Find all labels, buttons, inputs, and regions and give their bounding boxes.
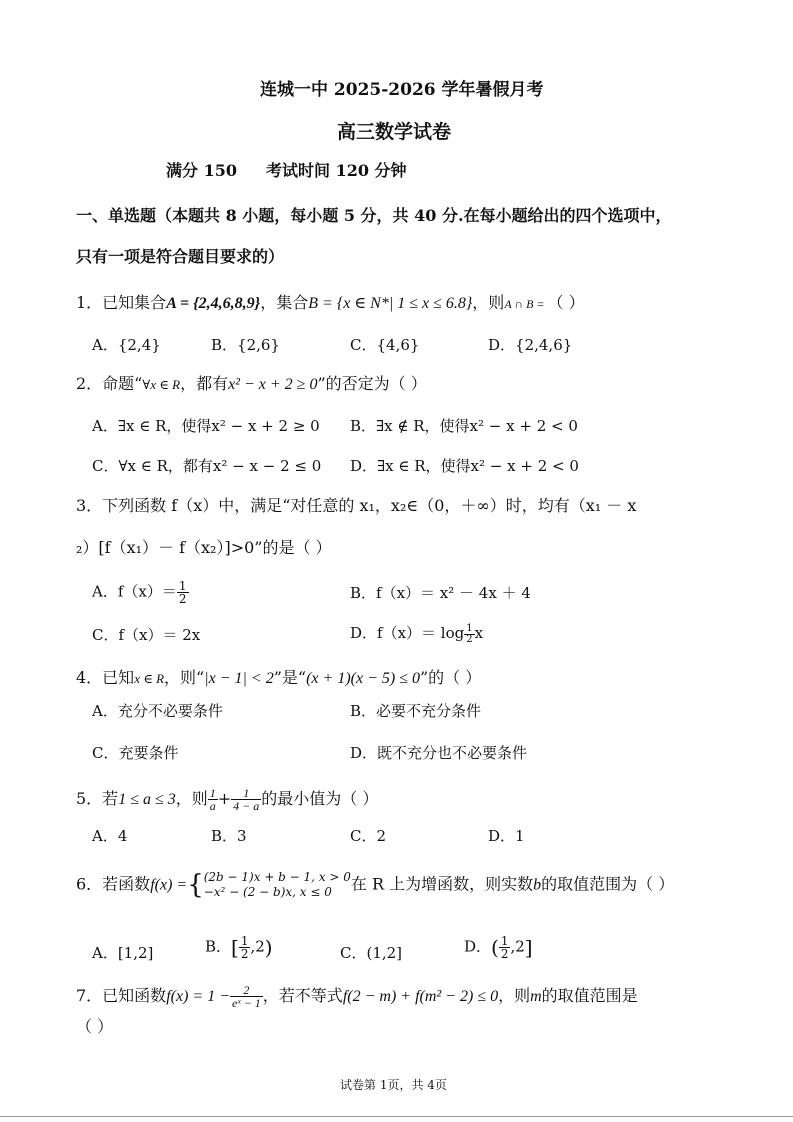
q1-option-b[interactable]: B．{2,6}	[211, 336, 280, 354]
q1-post: ，则	[472, 293, 505, 312]
q1-option-a[interactable]: A．{2,4}	[92, 336, 161, 354]
q6-option-b-post: ,2	[250, 937, 265, 956]
full-score: 满分 150	[166, 161, 237, 180]
question-1	[76, 290, 585, 313]
q3-option-b[interactable]: B．f（x）＝ x² － 4x ＋ 4	[350, 584, 531, 602]
question-5	[76, 786, 378, 812]
section-title-line1: 一、单选题（本题共 8 小题，每小题 5 分，共 40 分.在每小题给出的四个选项中，	[76, 206, 672, 225]
q6-option-d-bracket-right: ]	[524, 935, 533, 960]
frac-denominator: 2	[178, 592, 187, 606]
q6-var: b	[533, 876, 542, 894]
q6-fx: f(x) =	[150, 876, 188, 894]
q1-expr: A ∩ B =	[504, 297, 548, 311]
q7-mid: ，若不等式	[262, 986, 343, 1005]
q7-post: ，则	[498, 986, 531, 1005]
exam-school-title: 连城一中 2025-2026 学年暑假月考	[260, 80, 544, 100]
q5-option-b[interactable]: B．3	[211, 827, 247, 845]
q2-pre: 2．命题“	[76, 374, 143, 393]
frac-numerator: 1	[466, 622, 473, 634]
q6-option-b-bracket-right: )	[264, 935, 273, 960]
frac-numerator: 1	[231, 787, 261, 800]
question-3-line1: 3．下列函数 f（x）中，满足“对任意的 x₁，x₂∈（0，＋∞）时，均有（x₁ － x	[76, 496, 637, 515]
q5-plus: +	[217, 789, 232, 808]
exam-subject-title: 高三数学试卷	[337, 121, 452, 143]
question-7	[76, 983, 638, 1009]
q6-post2: 的取值范围为（ ）	[541, 874, 675, 894]
q6-brace: {	[187, 870, 204, 900]
q6-option-a[interactable]: A．[1,2]	[92, 944, 154, 962]
q1-set-a: A = {2,4,6,8,9}	[166, 295, 261, 312]
q6-piece-1: (2b − 1)x + b − 1, x > 0	[203, 870, 351, 884]
bottom-rule	[0, 1116, 793, 1117]
q5-post: 的最小值为（ ）	[261, 789, 379, 808]
q2-expr: x² − x + 2 ≥ 0	[228, 376, 318, 393]
q5-option-d[interactable]: D．1	[488, 827, 525, 845]
exam-time: 考试时间 120 分钟	[266, 161, 407, 180]
frac-numerator: 1	[240, 934, 249, 948]
q4-mid1: ，则“	[164, 668, 205, 687]
q7-var: m	[530, 988, 542, 1005]
q3-option-a-label: A．f（x）＝	[92, 582, 177, 601]
q3-option-d-base	[464, 624, 474, 645]
q5-cond: 1 ≤ a ≤ 3	[118, 791, 176, 808]
q4-option-c[interactable]: C．充要条件	[92, 744, 179, 762]
q6-option-c[interactable]: C．(1,2]	[340, 944, 403, 962]
frac-numerator: 2	[230, 984, 263, 997]
q6-option-b-fraction	[239, 935, 251, 960]
q3-option-d[interactable]	[350, 622, 483, 645]
q6-piece-2: −x² − (2 − b)x, x ≤ 0	[203, 885, 332, 899]
q1-paren: （ ）	[547, 293, 585, 312]
q5-pre: 5．若	[76, 789, 119, 808]
question-6	[76, 870, 674, 900]
frac-denominator: 2	[466, 633, 473, 645]
frac-numerator: 1	[178, 579, 187, 593]
q7-inequality: f(2 − m) + f(m² − 2) ≤ 0	[342, 988, 499, 1005]
q4-post: ”的（ ）	[419, 668, 482, 687]
q4-option-a[interactable]: A．充分不必要条件	[92, 702, 223, 720]
q5-mid: ，则	[175, 789, 208, 808]
q6-option-b-label: B．	[205, 937, 232, 956]
q4-pre: 4．已知	[76, 668, 135, 687]
frac-numerator: 1	[209, 786, 216, 800]
q4-option-b[interactable]: B．必要不充分条件	[350, 702, 482, 720]
q7-post2: 的取值范围是	[541, 986, 638, 1005]
frac-numerator: 1	[500, 934, 509, 948]
q7-answer-paren: （ ）	[76, 1017, 114, 1036]
question-3-line2: ₂）[f（x₁）－ f（x₂）]>0”的是（ ）	[76, 538, 332, 557]
q2-mid: ，都有	[180, 374, 229, 393]
q4-expr1: |x − 1| < 2	[204, 670, 274, 687]
q7-pre: 7．已知函数	[76, 986, 167, 1005]
question-4	[76, 665, 481, 688]
q6-option-d-fraction	[499, 935, 511, 960]
q6-option-b-bracket-left: [	[231, 935, 239, 960]
q2-option-c[interactable]: C．∀x ∈ R，都有x² − x − 2 ≤ 0	[92, 457, 322, 475]
q6-option-d[interactable]	[464, 935, 533, 960]
q7-fx: f(x) = 1 −	[166, 988, 230, 1005]
q6-option-d-post: ,2	[510, 937, 525, 956]
q2-option-d[interactable]: D．∃x ∈ R，使得x² − x + 2 < 0	[350, 457, 579, 475]
q6-piecewise	[204, 870, 351, 900]
q2-post: ”的否定为（ ）	[317, 374, 427, 393]
q3-option-a[interactable]	[92, 580, 189, 605]
q3-option-c[interactable]: C．f（x）＝ 2x	[92, 626, 201, 644]
frac-denominator: 2	[500, 947, 509, 961]
q2-option-b[interactable]: B．∃x ∉ R，使得x² − x + 2 < 0	[350, 417, 578, 435]
q6-option-b[interactable]	[205, 935, 273, 960]
frac-denominator: 4 − a	[233, 799, 260, 813]
q7-fraction	[230, 984, 263, 1009]
q6-post: 在 R 上为增函数，则实数	[350, 874, 534, 894]
q1-set-b: B = {x ∈ N*| 1 ≤ x ≤ 6.8}	[308, 295, 473, 312]
q6-option-d-label: D．	[464, 937, 492, 956]
frac-denominator: eˣ − 1	[231, 996, 261, 1010]
page-footer: 试卷第 1页，共 4页	[340, 1078, 447, 1092]
question-2	[76, 371, 427, 394]
section-title-line2: 只有一项是符合题目要求的）	[76, 247, 285, 266]
q3-option-d-label: D．f（x）＝ log	[350, 624, 465, 642]
q5-option-c[interactable]: C．2	[350, 827, 387, 845]
q3-option-d-var: x	[474, 624, 484, 642]
q2-option-a[interactable]: A．∃x ∈ R，使得x² − x + 2 ≥ 0	[92, 417, 320, 435]
q4-mid2: ”是“	[273, 668, 307, 687]
frac-denominator: a	[209, 799, 216, 813]
q3-option-a-fraction	[177, 580, 189, 605]
q4-cond: x ∈ R	[134, 671, 165, 686]
q6-pre: 6．若函数	[76, 874, 151, 894]
q6-option-d-bracket-left: (	[491, 935, 499, 960]
q5-fraction-1	[208, 787, 218, 812]
q4-option-d[interactable]: D．既不充分也不必要条件	[350, 744, 528, 762]
q1-option-d[interactable]: D．{2,4,6}	[488, 336, 573, 354]
q5-option-a[interactable]: A．4	[92, 827, 128, 845]
frac-denominator: 2	[240, 947, 249, 961]
q1-pre: 1．已知集合	[76, 293, 167, 312]
q4-expr2: (x + 1)(x − 5) ≤ 0	[306, 670, 420, 687]
q5-fraction-2	[231, 787, 261, 812]
q1-mid: ，集合	[260, 293, 309, 312]
q1-option-c[interactable]: C．{4,6}	[350, 336, 420, 354]
q2-quantifier: ∀x ∈ R	[142, 377, 181, 392]
